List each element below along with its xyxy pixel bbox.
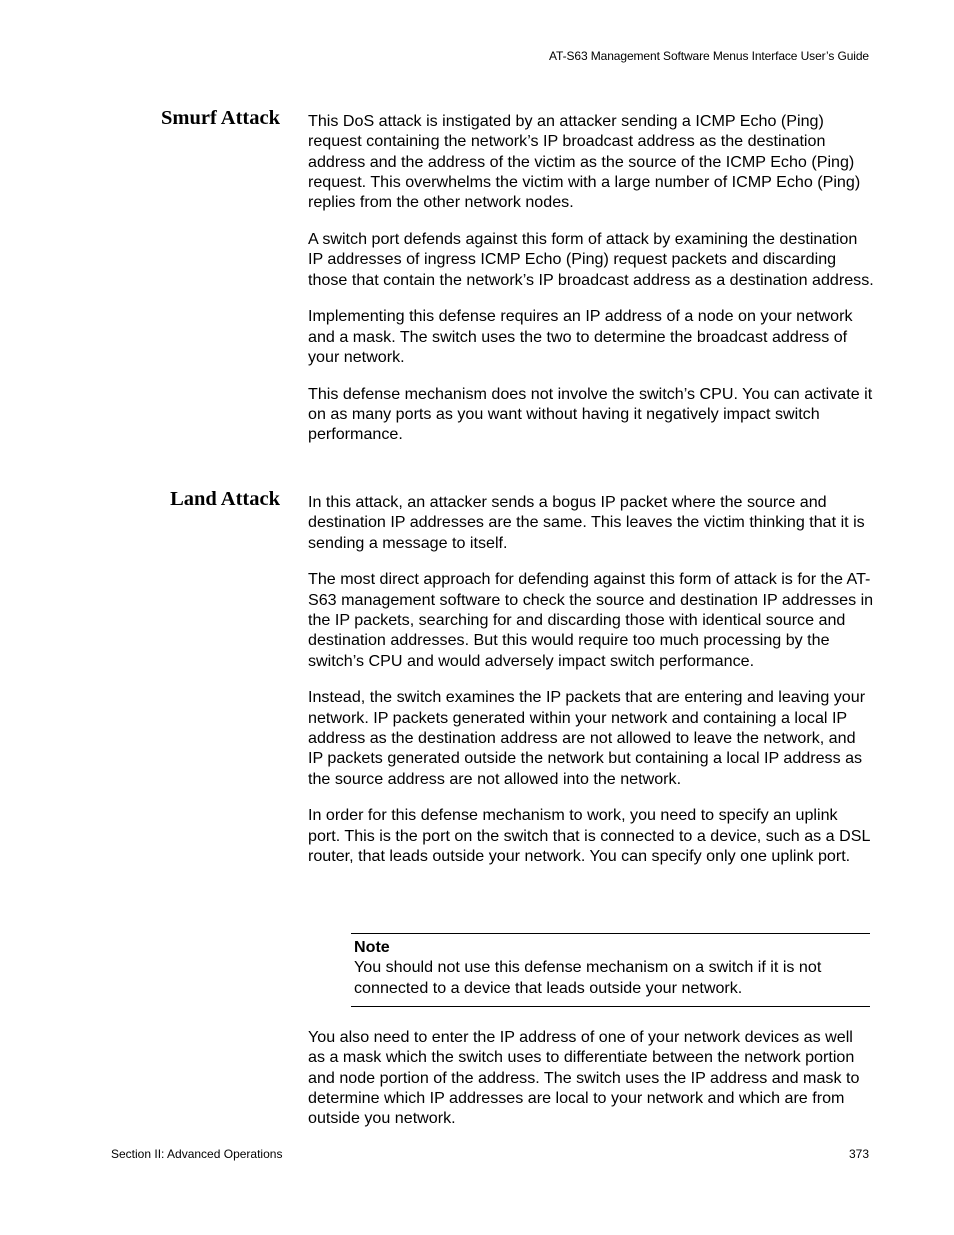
land-attack-body <box>308 492 874 883</box>
note-box <box>351 933 870 1007</box>
smurf-attack-heading: Smurf Attack <box>160 107 280 129</box>
paragraph: You also need to enter the IP address of one of your network devices as well as a mask which the switch uses to differentiate between the network portion and node portion of the address. The switch uses the IP address and mask to determine which IP addresses are local to your network and which are from outside you network. <box>308 1028 860 1128</box>
paragraph: In order for this defense mechanism to work, you need to specify an uplink port. This is the port on the switch that is connected to a device, such as a DSL router, that leads outside your network. You can specify only one uplink port. <box>308 806 870 865</box>
page-number: 373 <box>848 1147 869 1161</box>
smurf-attack-body <box>308 111 874 461</box>
paragraph: This DoS attack is instigated by an attacker sending a ICMP Echo (Ping) request containing the network’s IP broadcast address as the destination address and the address of the victim as the source of the ICMP Echo (Ping) request. This overwhelms the victim with a large number of ICMP Echo (Ping) replies from the other network nodes. <box>308 112 861 212</box>
paragraph: In this attack, an attacker sends a bogus IP packet where the source and destination IP addresses are the same. This leaves the victim thinking that it is sending a message to itself. <box>308 493 865 552</box>
running-header: AT-S63 Management Software Menus Interface User’s Guide <box>549 49 869 63</box>
land-attack-after-note <box>308 1027 874 1145</box>
paragraph: This defense mechanism does not involve the switch’s CPU. You can activate it on as many ports as you want without having it negatively impact switch performance. <box>308 384 873 444</box>
note-title: Note <box>354 938 390 956</box>
land-attack-heading: Land Attack <box>170 488 280 510</box>
paragraph: Implementing this defense requires an IP address of a node on your network and a mask. The switch uses the two to determine the broadcast address of your network. <box>308 307 853 366</box>
note-text: You should not use this defense mechanism on a switch if it is not connected to a device that leads outside your network. <box>354 958 822 997</box>
paragraph: A switch port defends against this form of attack by examining the destination IP addresses of ingress ICMP Echo (Ping) request packets and discarding those that contain the network’s IP broadcast address as a destination address. <box>308 229 874 289</box>
paragraph: The most direct approach for defending against this form of attack is for the AT-S63 management software to check the source and destination IP addresses in the IP packets, searching for and discarding those with identical source and destination addresses. But this would require too much processing by the switch’s CPU and would adversely impact switch performance. <box>308 570 874 670</box>
footer-section: Section II: Advanced Operations <box>111 1147 283 1161</box>
paragraph: Instead, the switch examines the IP packets that are entering and leaving your network. IP packets generated within your network and containing a local IP address as the destination address are not allowed to leave the network, and IP packets generated outside the network but containing a local IP address as the source address are not allowed into the network. <box>308 688 866 788</box>
